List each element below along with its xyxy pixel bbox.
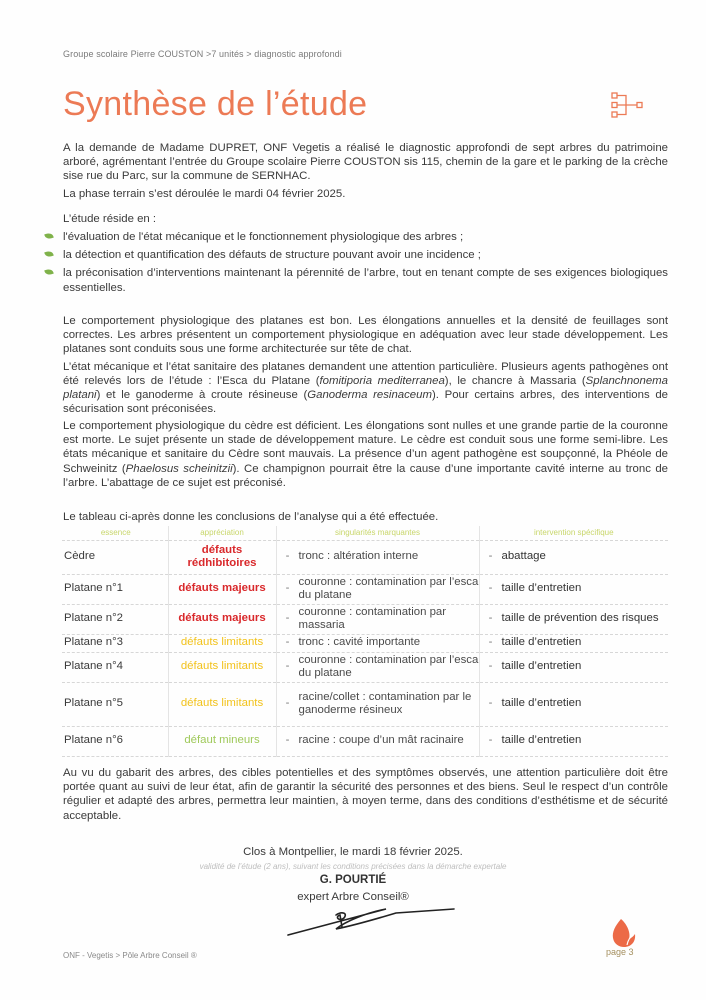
field-phase-text: La phase terrain s’est déroulée le mardi 04 février 2025. xyxy=(63,187,346,200)
cell-intervention-text: taille d’entretien xyxy=(501,734,582,747)
dash-marker: - xyxy=(285,636,290,649)
table-row xyxy=(62,726,668,756)
cell-intervention-content xyxy=(480,734,669,748)
dash-marker: - xyxy=(285,697,290,710)
conclusion-section xyxy=(63,766,668,826)
dash-marker: - xyxy=(285,550,290,563)
dash-marker: - xyxy=(488,636,493,649)
list-item-text: l'évaluation de l'état mécanique et le fonctionnement physiologique des arbres ; xyxy=(63,231,464,243)
cell-singularite-content xyxy=(277,550,479,564)
closing-place-date: Clos à Montpellier, le mardi 18 février 2025. xyxy=(243,846,463,858)
list-item-text: la préconisation d’interventions maintenant la pérennité de l’arbre, tout en tenant compte de ses exigences biologiques essentielles. xyxy=(63,267,668,294)
cell-intervention-content xyxy=(480,660,669,674)
list-item xyxy=(45,230,668,244)
footer-organization: ONF - Vegetis > Pôle Arbre Conseil ® xyxy=(63,951,197,960)
cell-intervention-content xyxy=(480,697,669,711)
cell-intervention-content xyxy=(480,636,669,650)
cell-singularite xyxy=(276,652,479,682)
cell-intervention xyxy=(479,634,668,652)
cedre-paragraph xyxy=(63,419,668,490)
signer-name: G. POURTIÉ xyxy=(319,874,387,886)
dash-marker: - xyxy=(488,582,493,595)
cell-singularite xyxy=(276,604,479,634)
cedre-section xyxy=(63,419,668,493)
cell-appreciation: défaut mineurs xyxy=(168,726,276,756)
cell-singularite-content xyxy=(277,576,479,603)
cell-singularite xyxy=(276,726,479,756)
column-header-intervention: intervention spécifique xyxy=(479,526,668,540)
latin-name: fomitiporia mediterranea xyxy=(319,374,445,387)
cell-singularite-content xyxy=(277,734,479,748)
platanes-physiology: Le comportement physiologique des platanes est bon. Les élongations annuelles et la densité de feuillages sont correctes. Les arbres présentent un comportement physiologique en adéquation avec leur stade développement. Les platanes sont conduits sous une forme architecturée sur tête de chat. xyxy=(63,315,668,356)
text-run: ) et le ganoderme à croute résineuse ( xyxy=(96,389,308,402)
text-run: ). Ce champignon pourrait être la cause d’une importante cavité interne au tronc de l’arbre. L’abattage de ce sujet est préconisé. xyxy=(63,462,668,489)
table-row xyxy=(62,634,668,652)
text-run: Le comportement physiologique du cèdre est déficient. Les élongations sont nulles et une grande partie de la couronne est morte. Le sujet présente un stade de développement mature. Le cèdre est conduit sous une forme semi-libre. Les états mécanique et sanitaire du Cèdre sont mauvais. La présence d’un agent pathogène est soupçonné, la Phéole de Schweinitz ( xyxy=(63,420,668,475)
cell-singularite-content xyxy=(277,691,479,718)
cell-intervention-text: taille d’entretien xyxy=(501,636,582,649)
latin-name: Phaelosus scheinitzii xyxy=(125,462,233,475)
dash-marker: - xyxy=(285,734,290,747)
leaf-icon xyxy=(44,268,54,276)
cell-intervention-text: abattage xyxy=(501,550,546,563)
dash-marker: - xyxy=(488,697,493,710)
conclusion-paragraph: Au vu du gabarit des arbres, des cibles potentielles et des symptômes observés, une attention particulière doit être portée quant au suivi de leur état, afin de garantir la sécurité des personnes et des biens. Seul le respect d’un contrôle régulier et adapté des arbres, permettra leur maintien, à moyen terme, dans des conditions d’esthétisme et de sécurité acceptable. xyxy=(63,767,668,822)
cell-singularite-text: tronc : cavité importante xyxy=(298,636,421,649)
cell-intervention xyxy=(479,574,668,604)
cell-appreciation: défauts majeurs xyxy=(168,604,276,634)
cell-intervention-content xyxy=(480,582,669,596)
dash-marker: - xyxy=(285,612,290,625)
cell-singularite xyxy=(276,634,479,652)
intro-paragraph: A la demande de Madame DUPRET, ONF Vegetis a réalisé le diagnostic approfondi de sept arbres du patrimoine arboré, agrémentant l’entrée du Groupe scolaire Pierre COUSTON sis 115, chemin de la gare et le parking de la crèche sise rue du Parc, sur la commune de SERNHAC. xyxy=(63,142,668,183)
list-item xyxy=(45,266,668,294)
latin-name: Ganoderma resinaceum xyxy=(307,389,432,402)
cell-singularite-text: tronc : altération interne xyxy=(298,550,419,563)
signer-role: expert Arbre Conseil® xyxy=(297,891,409,903)
breadcrumb: Groupe scolaire Pierre COUSTON >7 unités > diagnostic approfondi xyxy=(63,49,342,59)
cell-essence: Platane n°6 xyxy=(62,726,168,756)
leaf-icon xyxy=(44,232,54,240)
text-run: L’état mécanique et l’état sanitaire des platanes demandent une attention particulière. Plusieurs agents pathogènes ont été relevés lors de l’étude : l’Esca du Platane ( xyxy=(63,360,668,387)
cell-essence: Platane n°4 xyxy=(62,652,168,682)
column-header-singularites: singularités marquantes xyxy=(276,526,479,540)
signature-mark xyxy=(286,903,456,939)
cell-appreciation: défauts limitants xyxy=(168,682,276,726)
cell-essence: Platane n°1 xyxy=(62,574,168,604)
cell-singularite-content xyxy=(277,654,479,681)
list-item-text: la détection et quantification des défauts de structure pouvant avoir une incidence ; xyxy=(63,249,481,262)
flame-icon xyxy=(611,918,637,948)
cell-essence: Platane n°5 xyxy=(62,682,168,726)
dash-marker: - xyxy=(488,734,493,747)
cell-intervention-text: taille d’entretien xyxy=(501,582,582,595)
table-header-row xyxy=(62,526,668,540)
list-item xyxy=(45,248,668,262)
results-table xyxy=(62,526,668,757)
cell-singularite xyxy=(276,574,479,604)
cell-intervention-text: taille d’entretien xyxy=(501,697,582,710)
latin-name: Splanchnonema platani xyxy=(63,374,668,402)
column-header-essence: essence xyxy=(62,526,168,540)
cell-appreciation: défauts limitants xyxy=(168,634,276,652)
dash-marker: - xyxy=(488,660,493,673)
study-lead: L’étude réside en : xyxy=(63,213,157,225)
cell-singularite xyxy=(276,540,479,574)
table-row xyxy=(62,540,668,574)
validity-note: validité de l’étude (2 ans), suivant les conditions précisées dans la démarche expertale xyxy=(199,862,507,871)
cell-appreciation: défauts rédhibitoires xyxy=(168,540,276,574)
cell-essence: Platane n°2 xyxy=(62,604,168,634)
cell-intervention-text: taille d’entretien xyxy=(501,660,582,673)
cell-singularite-text: couronne : contamination par massaria xyxy=(298,605,447,631)
table-row xyxy=(62,682,668,726)
table-body xyxy=(62,540,668,756)
cell-intervention-text: taille de prévention des risques xyxy=(501,612,659,625)
text-run: ). Pour certains arbres, des interventions de sécurisation sont préconisées. xyxy=(63,389,668,416)
page-number: page 3 xyxy=(606,947,634,957)
cell-intervention xyxy=(479,540,668,574)
page-title: Synthèse de l’étude xyxy=(63,85,368,123)
cell-singularite-text: racine/collet : contamination par le ganoderme résineux xyxy=(298,690,472,716)
study-list xyxy=(45,230,668,299)
dash-marker: - xyxy=(488,612,493,625)
cell-intervention xyxy=(479,682,668,726)
table-lead: Le tableau ci-après donne les conclusions de l’analyse qui a été effectuée. xyxy=(63,511,439,523)
cell-appreciation: défauts limitants xyxy=(168,652,276,682)
hierarchy-icon xyxy=(610,90,644,120)
cell-singularite-text: couronne : contamination par l’esca du platane xyxy=(298,653,479,679)
dash-marker: - xyxy=(285,582,290,595)
leaf-icon xyxy=(44,250,54,258)
platanes-section xyxy=(63,314,668,419)
table-row xyxy=(62,652,668,682)
cell-essence: Cèdre xyxy=(62,540,168,574)
table-row xyxy=(62,574,668,604)
dash-marker: - xyxy=(285,660,290,673)
column-header-appreciation: appréciation xyxy=(168,526,276,540)
cell-singularite-text: couronne : contamination par l’esca du platane xyxy=(298,575,479,601)
cell-singularite-content xyxy=(277,636,479,650)
cell-intervention-content xyxy=(480,550,669,564)
intro-section xyxy=(63,141,668,204)
cell-intervention-content xyxy=(480,612,669,626)
cell-appreciation: défauts majeurs xyxy=(168,574,276,604)
dash-marker: - xyxy=(488,550,493,563)
text-run: ), le chancre à Massaria ( xyxy=(444,374,586,387)
cell-intervention xyxy=(479,652,668,682)
cell-singularite-content xyxy=(277,606,479,633)
cell-essence: Platane n°3 xyxy=(62,634,168,652)
table-row xyxy=(62,604,668,634)
cell-intervention xyxy=(479,726,668,756)
cell-singularite xyxy=(276,682,479,726)
platanes-health xyxy=(63,360,668,417)
cell-singularite-text: racine : coupe d’un mât racinaire xyxy=(298,734,464,747)
cell-intervention xyxy=(479,604,668,634)
